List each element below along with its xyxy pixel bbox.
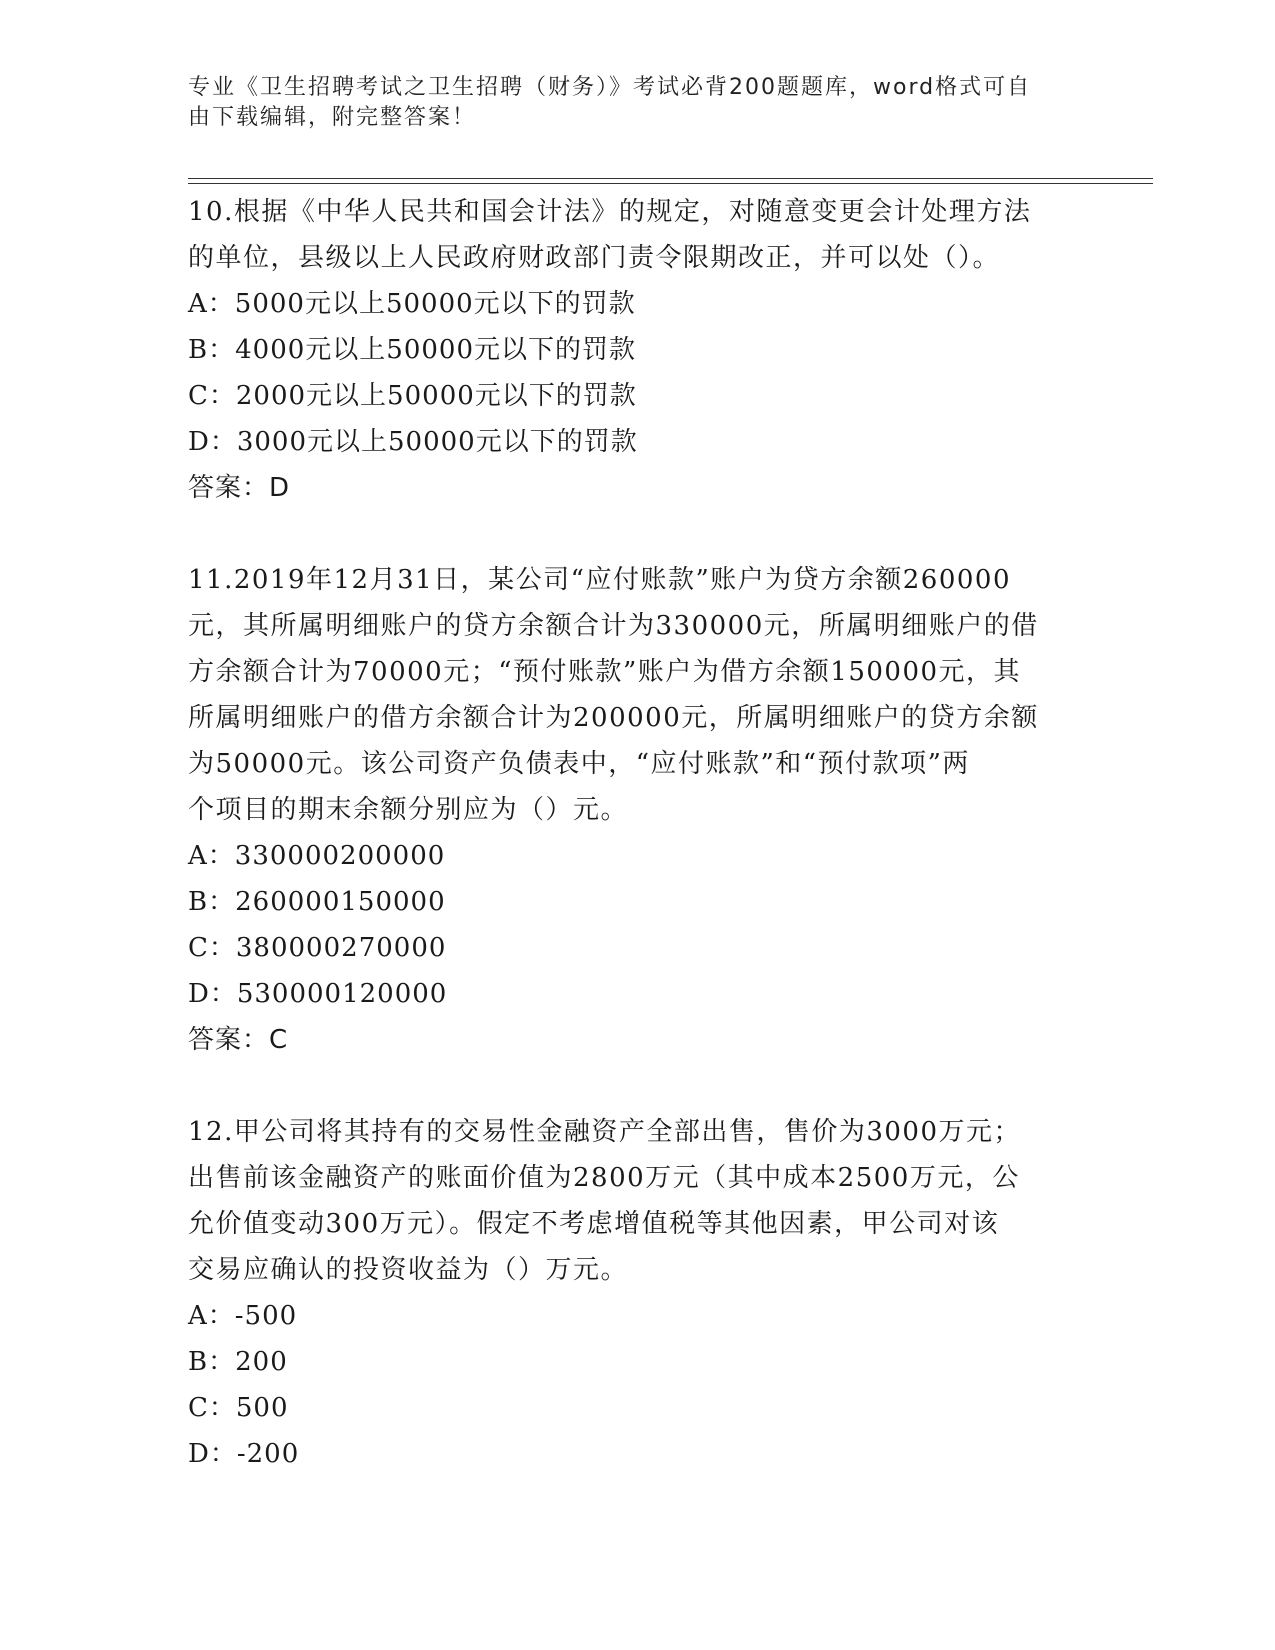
- question-11: [188, 557, 1083, 1063]
- option-b: B：260000150000: [188, 887, 446, 917]
- question-stem-line: 出售前该金融资产的账面价值为2800万元（其中成本2500万元，公: [188, 1163, 1020, 1193]
- question-stem-line: 10.根据《中华人民共和国会计法》的规定，对随意变更会计处理方法: [188, 197, 1032, 227]
- question-12: [188, 1109, 1083, 1477]
- question-stem-line: 元，其所属明细账户的贷方余额合计为330000元，所属明细账户的借: [188, 611, 1039, 641]
- header-divider-top: [188, 178, 1153, 179]
- option-a: A：5000元以上50000元以下的罚款: [188, 289, 636, 319]
- option-d: D：-200: [188, 1439, 300, 1469]
- option-d: D：3000元以上50000元以下的罚款: [188, 427, 638, 457]
- option-a: A：-500: [188, 1301, 298, 1331]
- question-stem-line: 方余额合计为70000元；“预付账款”账户为借方余额150000元，其: [188, 657, 1022, 687]
- question-stem-line: 个项目的期末余额分别应为（）元。: [188, 795, 629, 825]
- option-c: C：500: [188, 1393, 289, 1423]
- option-c: C：2000元以上50000元以下的罚款: [188, 381, 637, 411]
- answer: 答案：D: [188, 473, 291, 503]
- question-10: [188, 189, 1083, 511]
- question-list: [188, 189, 1083, 1477]
- header-line-1: 专业《卫生招聘考试之卫生招聘（财务）》考试必背200题题库，word格式可自: [188, 75, 1032, 100]
- question-stem-line: 所属明细账户的借方余额合计为200000元，所属明细账户的贷方余额: [188, 703, 1039, 733]
- header-divider-bottom: [188, 183, 1153, 184]
- option-d: D：530000120000: [188, 979, 448, 1009]
- option-b: B：200: [188, 1347, 288, 1377]
- question-stem-line: 12.甲公司将其持有的交易性金融资产全部出售，售价为3000万元；: [188, 1117, 1022, 1147]
- answer: 答案：C: [188, 1025, 289, 1055]
- question-stem-line: 为50000元。该公司资产负债表中，“应付账款”和“预付款项”两: [188, 749, 970, 779]
- header-line-2: 由下载编辑，附完整答案！: [188, 105, 477, 130]
- option-a: A：330000200000: [188, 841, 446, 871]
- question-stem-line: 交易应确认的投资收益为（）万元。: [188, 1255, 629, 1285]
- question-stem-line: 允价值变动300万元）。假定不考虑增值税等其他因素，甲公司对该: [188, 1209, 1000, 1239]
- document-header: [188, 73, 1068, 133]
- option-b: B：4000元以上50000元以下的罚款: [188, 335, 636, 365]
- question-stem-line: 11.2019年12月31日，某公司“应付账款”账户为贷方余额260000: [188, 565, 1012, 595]
- question-stem-line: 的单位，县级以上人民政府财政部门责令限期改正，并可以处（）。: [188, 243, 1001, 273]
- option-c: C：380000270000: [188, 933, 447, 963]
